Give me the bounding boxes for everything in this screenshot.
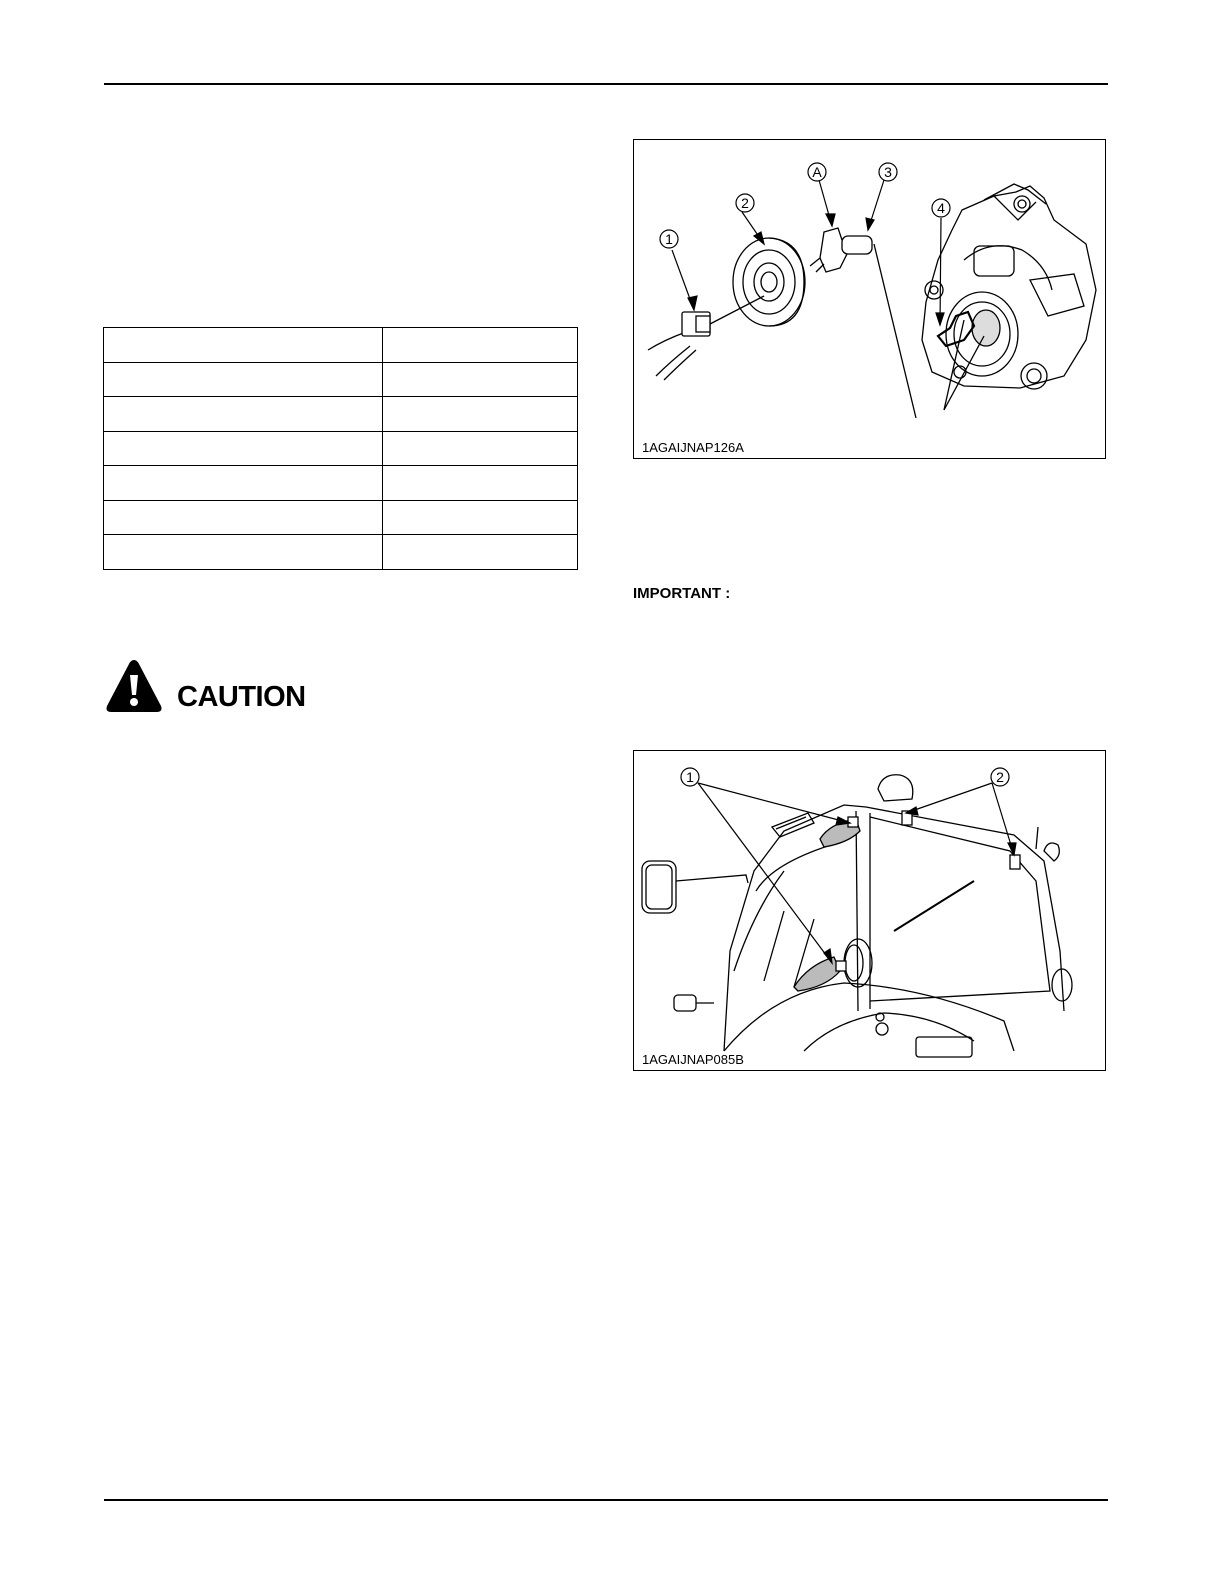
- table-cell-item: [104, 500, 383, 535]
- header-rule: [104, 83, 1108, 85]
- table-cell-value: [383, 431, 578, 466]
- callout-4: 4: [937, 200, 945, 216]
- table-row: [104, 397, 578, 432]
- table-row: [104, 431, 578, 466]
- figure-cab-lights: [633, 750, 1106, 1071]
- figure-id: 1AGAIJNAP085B: [642, 1052, 744, 1067]
- table-cell-item: [104, 431, 383, 466]
- footer-rule: [104, 1499, 1108, 1501]
- callout-1: 1: [665, 231, 673, 247]
- callout-3: 3: [884, 164, 892, 180]
- caution-label: CAUTION: [177, 681, 306, 713]
- table-cell-value: [383, 535, 578, 570]
- headlight-bulb-illustration: [634, 140, 1104, 457]
- table-row: [104, 500, 578, 535]
- table-row: [104, 328, 578, 363]
- bulb-table: [103, 327, 578, 570]
- important-label: IMPORTANT :: [633, 585, 731, 602]
- table-cell-item: [104, 362, 383, 397]
- table-row: [104, 535, 578, 570]
- table-cell-value: [383, 500, 578, 535]
- figure-headlight-bulb: [633, 139, 1106, 459]
- figure-id: 1AGAIJNAP126A: [642, 440, 744, 455]
- table-row: [104, 466, 578, 501]
- table-cell-item: [104, 328, 383, 363]
- table-cell-item: [104, 466, 383, 501]
- warning-triangle-icon: [104, 657, 164, 715]
- table-cell-value: [383, 362, 578, 397]
- table-cell-value: [383, 466, 578, 501]
- table-cell-value: [383, 328, 578, 363]
- callout-2: 2: [741, 195, 749, 211]
- callout-1: 1: [686, 769, 694, 785]
- table-cell-item: [104, 397, 383, 432]
- table-cell-value: [383, 397, 578, 432]
- caution-heading: [104, 657, 344, 715]
- table-cell-item: [104, 535, 383, 570]
- table-row: [104, 362, 578, 397]
- callout-2: 2: [996, 769, 1004, 785]
- cab-lights-illustration: [634, 751, 1104, 1069]
- callout-A: A: [812, 164, 822, 180]
